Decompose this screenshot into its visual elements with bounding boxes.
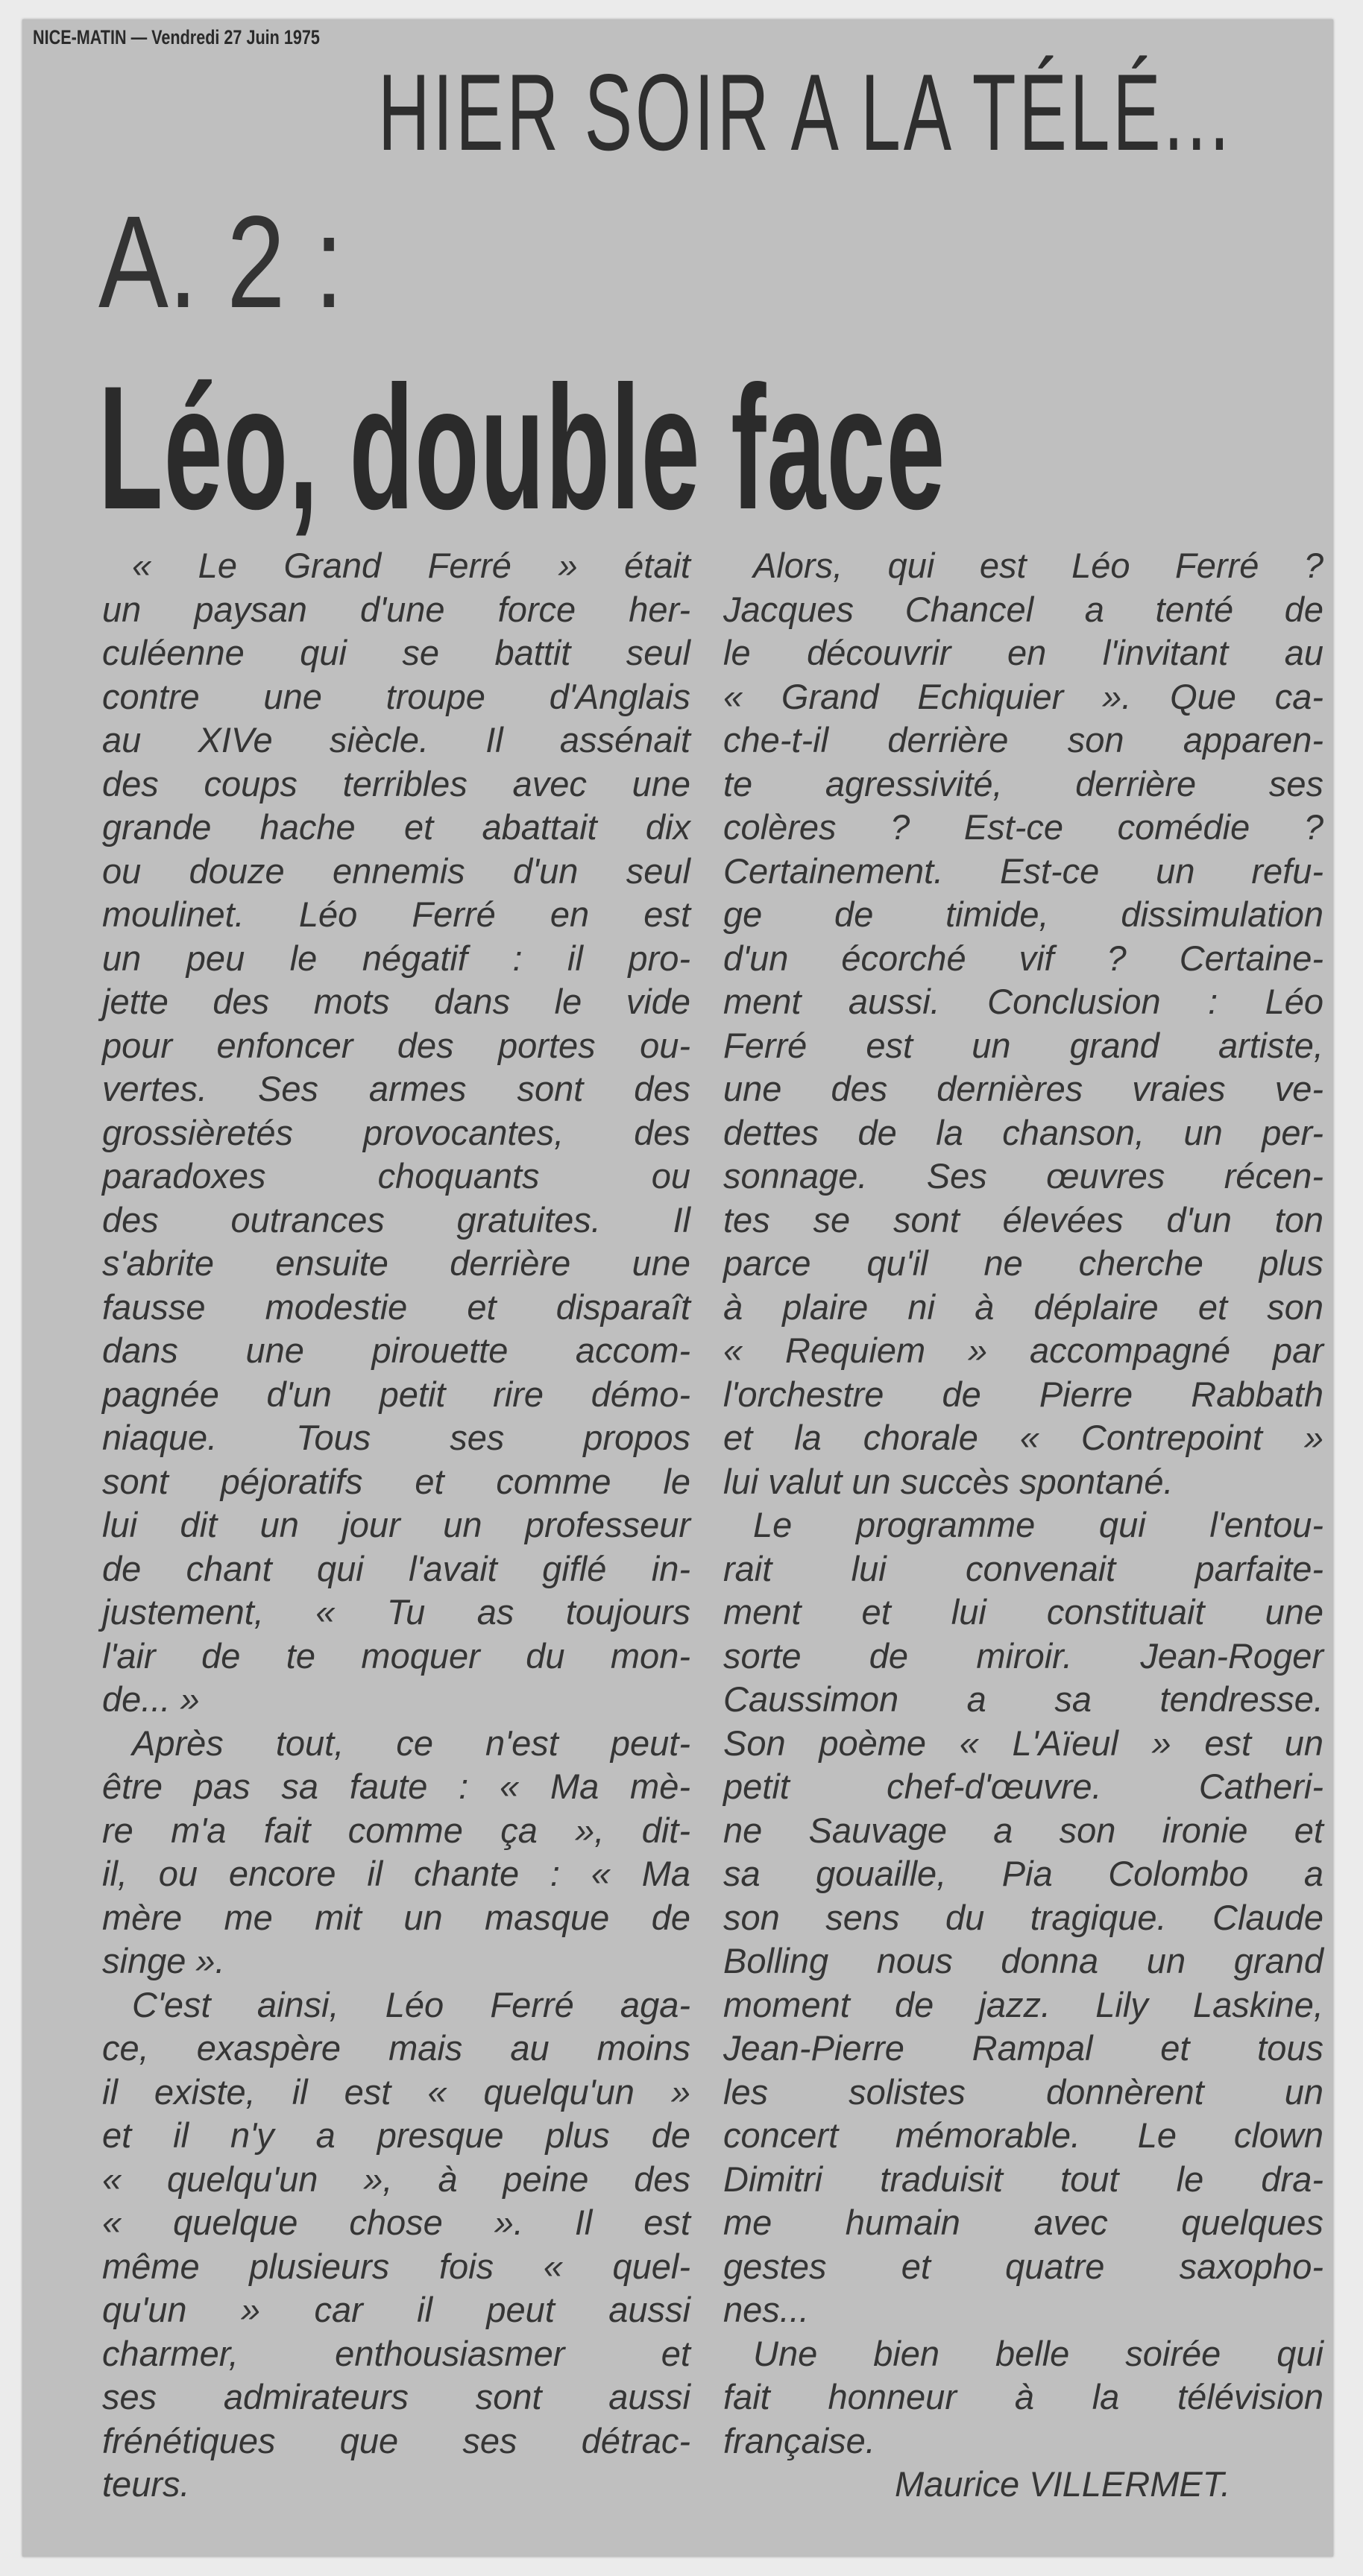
text-line: « Requiem » accompagné par	[723, 1330, 1323, 1370]
text-line: française.	[723, 2420, 875, 2460]
text-line: de chant qui l'avait giflé in-	[102, 1548, 690, 1588]
article-column-right	[723, 544, 1323, 2507]
text-line: ce, exaspère mais au moins	[102, 2028, 690, 2068]
text-line: un peu le négatif : il pro-	[102, 938, 690, 978]
text-line: ou douze ennemis d'un seul	[102, 850, 690, 891]
text-line: l'air de te moquer du mon-	[102, 1635, 690, 1676]
text-line: ment et lui constituait une	[723, 1592, 1323, 1632]
text-line: il existe, il est « quelqu'un »	[102, 2071, 690, 2112]
text-line: sa gouaille, Pia Colombo a	[723, 1854, 1323, 1893]
text-line: mère me mit un masque de	[102, 1897, 690, 1937]
author-signature: Maurice VILLERMET.	[895, 2464, 1231, 2504]
text-line: grossièretés provocantes, des	[102, 1112, 690, 1152]
text-line: même plusieurs fois « quel-	[102, 2246, 690, 2286]
text-line: de... »	[102, 1679, 200, 1719]
text-line: jette des mots dans le vide	[102, 982, 690, 1021]
text-line: paradoxes choquants ou	[102, 1156, 690, 1196]
text-line: sorte de miroir. Jean-Roger	[723, 1635, 1323, 1676]
text-line: Jean-Pierre Rampal et tous	[723, 2028, 1323, 2068]
text-line: charmer, enthousiasmer et	[102, 2333, 690, 2373]
text-line: Caussimon a sa tendresse.	[723, 1679, 1323, 1719]
text-line: ge de timide, dissimulation	[723, 894, 1323, 934]
text-line: fait honneur à la télévision	[723, 2377, 1323, 2416]
text-line: Jacques Chancel a tenté de	[723, 589, 1323, 629]
text-line: frénétiques que ses détrac-	[102, 2420, 690, 2460]
section-kicker: HIER SOIR A LA TÉLÉ...	[378, 51, 1233, 173]
text-line: Bolling nous donna un grand	[723, 1941, 1323, 1980]
text-line: les solistes donnèrent un	[723, 2071, 1323, 2112]
text-line: moulinet. Léo Ferré en est	[102, 894, 690, 934]
text-line: me humain avec quelques	[723, 2203, 1323, 2242]
text-line: qu'un » car il peut aussi	[102, 2290, 690, 2329]
masthead-dateline: NICE-MATIN — Vendredi 27 Juin 1975	[33, 26, 320, 48]
text-line: à plaire ni à déplaire et son	[723, 1287, 1323, 1327]
text-line: Après tout, ce n'est peut-	[132, 1723, 690, 1763]
text-line: lui dit un jour un professeur	[102, 1505, 690, 1544]
text-line: une des dernières vraies ve-	[723, 1069, 1323, 1108]
text-line: che-t-il derrière son apparen-	[723, 720, 1323, 760]
text-line: Une bien belle soirée qui	[753, 2333, 1323, 2373]
text-line: le découvrir en l'invitant au	[723, 633, 1323, 672]
text-line: nes...	[723, 2290, 809, 2329]
text-line: Son poème « L'Aïeul » est un	[723, 1723, 1323, 1763]
channel-label: A. 2 :	[98, 189, 344, 335]
text-line: Ferré est un grand artiste,	[723, 1025, 1323, 1065]
article-column-left	[102, 544, 690, 2507]
text-line: Certainement. Est-ce un refu-	[723, 850, 1323, 891]
text-line: son sens du tragique. Claude	[723, 1897, 1323, 1937]
text-line: lui valut un succès spontané.	[723, 1461, 1174, 1501]
text-line: l'orchestre de Pierre Rabbath	[723, 1374, 1323, 1414]
text-line: des coups terribles avec une	[102, 763, 690, 804]
text-line: « Le Grand Ferré » était	[132, 546, 690, 585]
text-line: dettes de la chanson, un per-	[723, 1112, 1323, 1152]
text-line: rait lui convenait parfaite-	[723, 1548, 1323, 1588]
text-line: culéenne qui se battit seul	[102, 633, 690, 672]
text-line: teurs.	[102, 2464, 190, 2504]
text-line: d'un écorché vif ? Certaine-	[723, 938, 1323, 978]
text-line: être pas sa faute : « Ma mè-	[102, 1767, 690, 1806]
text-line: re m'a fait comme ça », dit-	[102, 1810, 690, 1850]
text-line: vertes. Ses armes sont des	[102, 1069, 690, 1108]
text-line: s'abrite ensuite derrière une	[102, 1243, 690, 1283]
text-line: moment de jazz. Lily Laskine,	[723, 1984, 1323, 2024]
text-line: il, ou encore il chante : « Ma	[102, 1854, 690, 1893]
text-line: Alors, qui est Léo Ferré ?	[753, 546, 1323, 585]
text-line: et il n'y a presque plus de	[102, 2115, 690, 2155]
text-line: ne Sauvage a son ironie et	[723, 1810, 1323, 1850]
text-line: parce qu'il ne cherche plus	[723, 1243, 1323, 1283]
text-line: sonnage. Ses œuvres récen-	[723, 1156, 1323, 1196]
text-line: « quelqu'un », à peine des	[102, 2159, 690, 2199]
text-line: pour enfoncer des portes ou-	[102, 1025, 690, 1065]
text-line: au XIVe siècle. Il assénait	[102, 720, 690, 760]
text-line: te agressivité, derrière ses	[723, 763, 1323, 804]
text-line: « Grand Echiquier ». Que ca-	[723, 676, 1323, 716]
text-line: contre une troupe d'Anglais	[102, 676, 690, 716]
text-line: des outrances gratuites. Il	[102, 1199, 690, 1240]
headline: Léo, double face	[98, 350, 946, 546]
text-line: singe ».	[102, 1941, 225, 1980]
text-line: C'est ainsi, Léo Ferré aga-	[132, 1984, 690, 2024]
text-line: fausse modestie et disparaît	[102, 1287, 690, 1327]
text-line: concert mémorable. Le clown	[723, 2115, 1323, 2155]
text-line: ment aussi. Conclusion : Léo	[723, 982, 1323, 1021]
text-line: gestes et quatre saxopho-	[723, 2246, 1323, 2286]
text-line: et la chorale « Contrepoint »	[723, 1418, 1323, 1457]
text-line: tes se sont élevées d'un ton	[723, 1199, 1323, 1240]
text-line: pagnée d'un petit rire démo-	[102, 1374, 690, 1414]
text-line: sont péjoratifs et comme le	[102, 1461, 690, 1501]
text-line: un paysan d'une force her-	[102, 589, 690, 629]
text-line: petit chef-d'œuvre. Catheri-	[723, 1767, 1323, 1806]
text-line: justement, « Tu as toujours	[102, 1592, 690, 1632]
text-line: niaque. Tous ses propos	[102, 1418, 690, 1457]
text-line: Le programme qui l'entou-	[753, 1505, 1323, 1544]
text-line: dans une pirouette accom-	[102, 1330, 690, 1370]
text-line: ses admirateurs sont aussi	[102, 2377, 690, 2416]
text-line: « quelque chose ». Il est	[102, 2203, 690, 2242]
text-line: colères ? Est-ce comédie ?	[723, 807, 1323, 847]
text-line: Dimitri traduisit tout le dra-	[723, 2159, 1323, 2199]
text-line: grande hache et abattait dix	[102, 807, 690, 847]
